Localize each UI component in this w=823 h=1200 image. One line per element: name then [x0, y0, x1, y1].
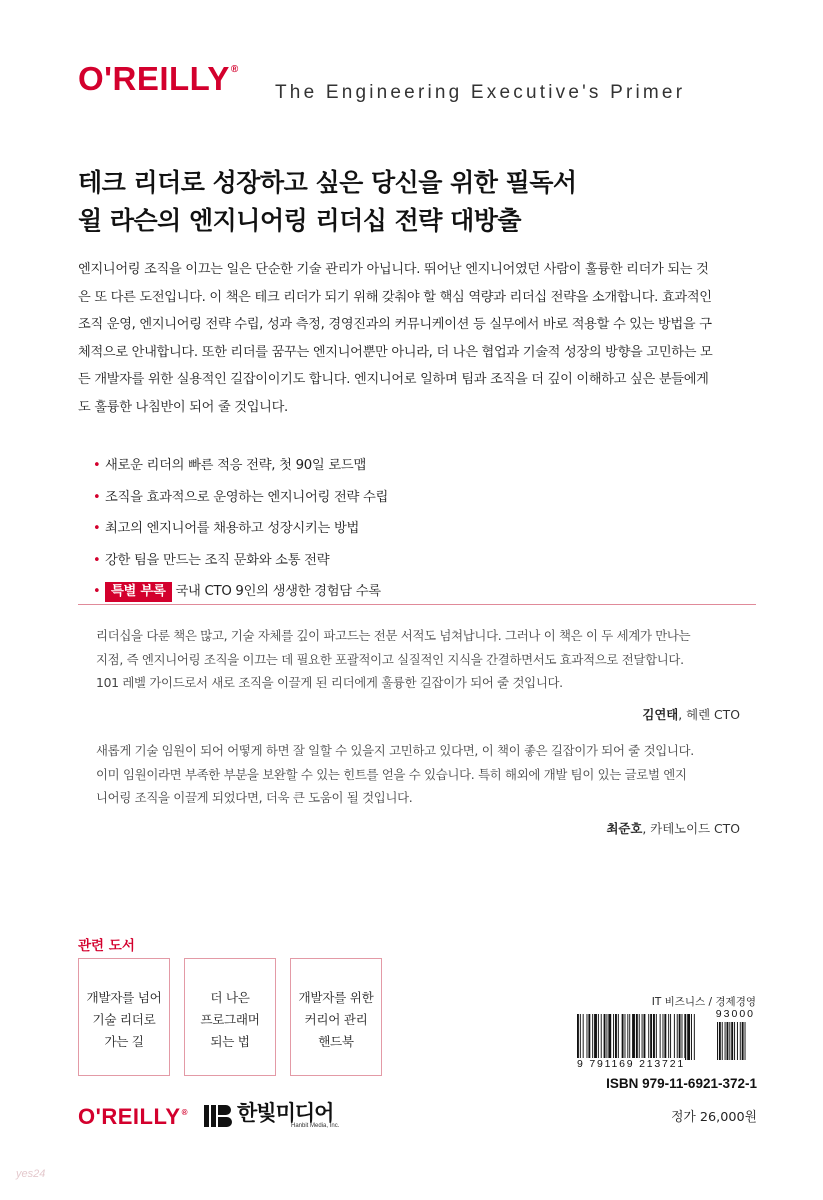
list-item: [93, 488, 733, 520]
related-book-line: 커리어 관리: [304, 1012, 368, 1027]
barcode-bar: [632, 1014, 635, 1060]
barcode-addon-bar: [725, 1022, 726, 1060]
barcode-addon-bar: [742, 1022, 744, 1060]
price: 정가 26,000원: [671, 1110, 757, 1125]
feature-list: [93, 456, 733, 614]
quote-attribution: [420, 819, 740, 837]
barcode-bar: [663, 1014, 664, 1060]
quote-author-role: , 카테노이드 CTO: [642, 821, 740, 836]
list-item-text: 최고의 엔지니어를 채용하고 성장시키는 방법: [105, 521, 360, 536]
headline-line-2: 윌 라슨의 엔지니어링 리더십 전략 대방출: [78, 206, 522, 235]
barcode-addon-bar: [731, 1022, 733, 1060]
barcode-bar: [625, 1014, 626, 1060]
barcode-bar: [687, 1014, 690, 1060]
quote-author: 최준호: [606, 821, 643, 836]
barcode-bar: [644, 1014, 646, 1060]
special-appendix-badge: 특별 부록: [105, 582, 172, 602]
barcode-addon-bar: [737, 1022, 738, 1060]
barcode-bar: [606, 1014, 607, 1060]
barcode-bar: [622, 1014, 624, 1060]
intro-line: 도 훌륭한 나침반이 되어 줄 것입니다.: [78, 399, 288, 415]
intro-line: 조직 운영, 엔지니어링 전략 수립, 성과 측정, 경영진과의 커뮤니케이션 등 실무에서 바로 적용할 수 있는 방법을 구: [78, 317, 712, 332]
list-item: [93, 519, 733, 551]
oreilly-footer-logo-text: O'REILLY: [78, 1104, 181, 1129]
barcode-bar: [615, 1014, 617, 1060]
bullet-dot-icon: •: [93, 584, 101, 599]
barcode-bar: [670, 1014, 671, 1060]
intro-line: 체적으로 안내합니다. 또한 리더를 꿈꾸는 엔지니어뿐만 아니라, 더 나은 협업과 기술적 성장의 방향을 고민하는 모: [78, 344, 713, 360]
barcode-bar: [679, 1014, 681, 1060]
barcode-bar: [691, 1014, 692, 1060]
barcode-bar: [677, 1014, 678, 1060]
barcode-bar: [650, 1014, 652, 1060]
quote-line: 새롭게 기술 임원이 되어 어떻게 하면 잘 일할 수 있을지 고민하고 있다면, 이 책이 좋은 길잡이가 되어 줄 것입니다.: [96, 743, 694, 758]
list-item-text: 강한 팀을 만드는 조직 문화와 소통 전략: [105, 552, 330, 568]
barcode-bar: [684, 1014, 686, 1060]
quote-attribution: [420, 705, 740, 723]
endorsement-quote: [96, 624, 756, 695]
book-title: The Engineering Executive's Primer: [275, 82, 686, 103]
barcode-bar: [594, 1014, 597, 1060]
quote-line: 지점, 즉 엔지니어링 조직을 이끄는 데 필요한 포괄적이고 실질적인 지식을 간결하면서도 효과적으로 전달합니다.: [96, 651, 684, 667]
barcode-bar: [587, 1014, 588, 1060]
barcode-bar: [648, 1014, 649, 1060]
barcode-bar: [653, 1014, 655, 1060]
bullet-dot-icon: •: [93, 458, 101, 473]
barcode-bar: [660, 1014, 661, 1060]
barcode-bar: [583, 1014, 584, 1060]
quote-author: 김연태: [642, 707, 679, 722]
hanbit-mark-icon: [204, 1103, 232, 1129]
bullet-dot-icon: •: [93, 521, 101, 536]
barcode-addon-bar: [740, 1022, 741, 1060]
watermark: yes24: [16, 1168, 46, 1180]
related-book-line: 가는 길: [104, 1034, 144, 1049]
oreilly-logo-text: O'REILLY: [78, 60, 230, 97]
related-book-line: 더 나은: [210, 990, 250, 1005]
list-item: [93, 456, 733, 488]
barcode-bar: [668, 1014, 669, 1060]
list-item-special: [93, 582, 733, 614]
list-item-text: 국내 CTO 9인의 생생한 경험담 수록: [175, 584, 381, 599]
barcode-addon-digits: 93000: [715, 1008, 755, 1020]
barcode-addon-bar: [722, 1022, 723, 1060]
barcode-addon-bar: [729, 1022, 730, 1060]
related-books-title: 관련 도서: [78, 938, 135, 954]
registered-mark: ®: [230, 64, 239, 75]
headline: [78, 164, 778, 240]
intro-line: 엔지니어링 조직을 이끄는 일은 단순한 기술 관리가 아닙니다. 뛰어난 엔지니어였던 사람이 훌륭한 리더가 되는 것: [78, 262, 709, 277]
headline-line-1: 테크 리더로 성장하고 싶은 당신을 위한 필독서: [78, 168, 577, 197]
barcode-bar: [598, 1014, 599, 1060]
quote-line: 101 레벨 가이드로서 새로 조직을 이끌게 된 리더에게 훌륭한 길잡이가 되어 줄 것입니다.: [96, 675, 563, 690]
barcode-addon-bar: [727, 1022, 729, 1060]
related-book-card: [78, 958, 170, 1076]
book-category: IT 비즈니스 / 경제경영: [651, 996, 756, 1008]
related-book-line: 핸드북: [318, 1034, 354, 1049]
quote-line: 리더십을 다룬 책은 많고, 기술 자체를 깊이 파고드는 전문 서적도 넘쳐납니다. 그러나 이 책은 이 두 세계가 만나는: [96, 628, 691, 643]
barcode-bar: [642, 1014, 643, 1060]
barcode-bar: [639, 1014, 640, 1060]
barcode-bar: [627, 1014, 628, 1060]
related-book-line: 개발자를 넘어: [86, 990, 162, 1005]
barcode-bar: [656, 1014, 657, 1060]
barcode-bar: [601, 1014, 602, 1060]
barcode-bar: [580, 1014, 581, 1060]
related-book-card: [184, 958, 276, 1076]
list-item-text: 조직을 효과적으로 운영하는 엔지니어링 전략 수립: [105, 489, 389, 505]
intro-line: 든 개발자를 위한 실용적인 길잡이이기도 합니다. 엔지니어로 일하며 팀과 조직을 더 깊이 이해하고 싶은 분들에게: [78, 372, 709, 387]
barcode-addon-bar: [719, 1022, 721, 1060]
registered-mark: ®: [181, 1108, 188, 1117]
barcode-bar: [613, 1014, 614, 1060]
intro-line: 은 또 다른 도전입니다. 이 책은 테크 리더가 되기 위해 갖춰야 할 핵심 역량과 리더십 전략을 소개합니다. 효과적인: [78, 289, 712, 305]
related-book-card: [290, 958, 382, 1076]
oreilly-logo: [78, 60, 239, 98]
isbn: ISBN 979-11-6921-372-1: [606, 1076, 757, 1091]
barcode-bar: [674, 1014, 675, 1060]
barcode-digits: 9 791169 213721: [577, 1058, 685, 1070]
related-book-line: 기술 리더로: [92, 1012, 156, 1027]
barcode-bar: [636, 1014, 638, 1060]
bullet-dot-icon: •: [93, 489, 101, 505]
barcode-bar: [577, 1014, 579, 1060]
related-book-line: 되는 법: [210, 1034, 250, 1049]
barcode-addon-bar: [745, 1022, 746, 1060]
barcode-addon-bar: [734, 1022, 735, 1060]
quote-author-role: , 헤렌 CTO: [678, 707, 740, 722]
barcode-bar: [629, 1014, 630, 1060]
related-book-line: 개발자를 위한: [298, 990, 374, 1005]
related-book-line: 프로그래머: [200, 1012, 260, 1027]
barcode-bar: [664, 1014, 666, 1060]
barcode-addon-bar: [717, 1022, 718, 1060]
barcode-bar: [592, 1014, 593, 1060]
barcode: [577, 1008, 757, 1072]
barcode-bar: [694, 1014, 695, 1060]
oreilly-footer-logo: [78, 1104, 188, 1130]
endorsement-quote: [96, 739, 756, 810]
quote-line: 니어링 조직을 이끌게 되었다면, 더욱 큰 도움이 될 것입니다.: [96, 790, 413, 805]
quote-line: 이미 임원이라면 부족한 부분을 보완할 수 있는 힌트를 얻을 수 있습니다. 특히 해외에 개발 팀이 있는 글로벌 엔지: [96, 766, 687, 782]
list-item: [93, 551, 733, 583]
list-item-text: 새로운 리더의 빠른 적응 전략, 첫 90일 로드맵: [105, 458, 366, 473]
barcode-bar: [618, 1014, 619, 1060]
publisher-name: 한빛미디어: [237, 1101, 334, 1125]
hanbit-media-logo: [204, 1103, 339, 1129]
barcode-bar: [682, 1014, 683, 1060]
bullet-dot-icon: •: [93, 552, 101, 568]
publisher-name-en: Hanbit Media, Inc.: [291, 1123, 340, 1129]
barcode-bar: [588, 1014, 590, 1060]
section-divider: [78, 604, 756, 605]
intro-paragraph: [78, 256, 768, 421]
barcode-bar: [608, 1014, 611, 1060]
barcode-bar: [604, 1014, 606, 1060]
